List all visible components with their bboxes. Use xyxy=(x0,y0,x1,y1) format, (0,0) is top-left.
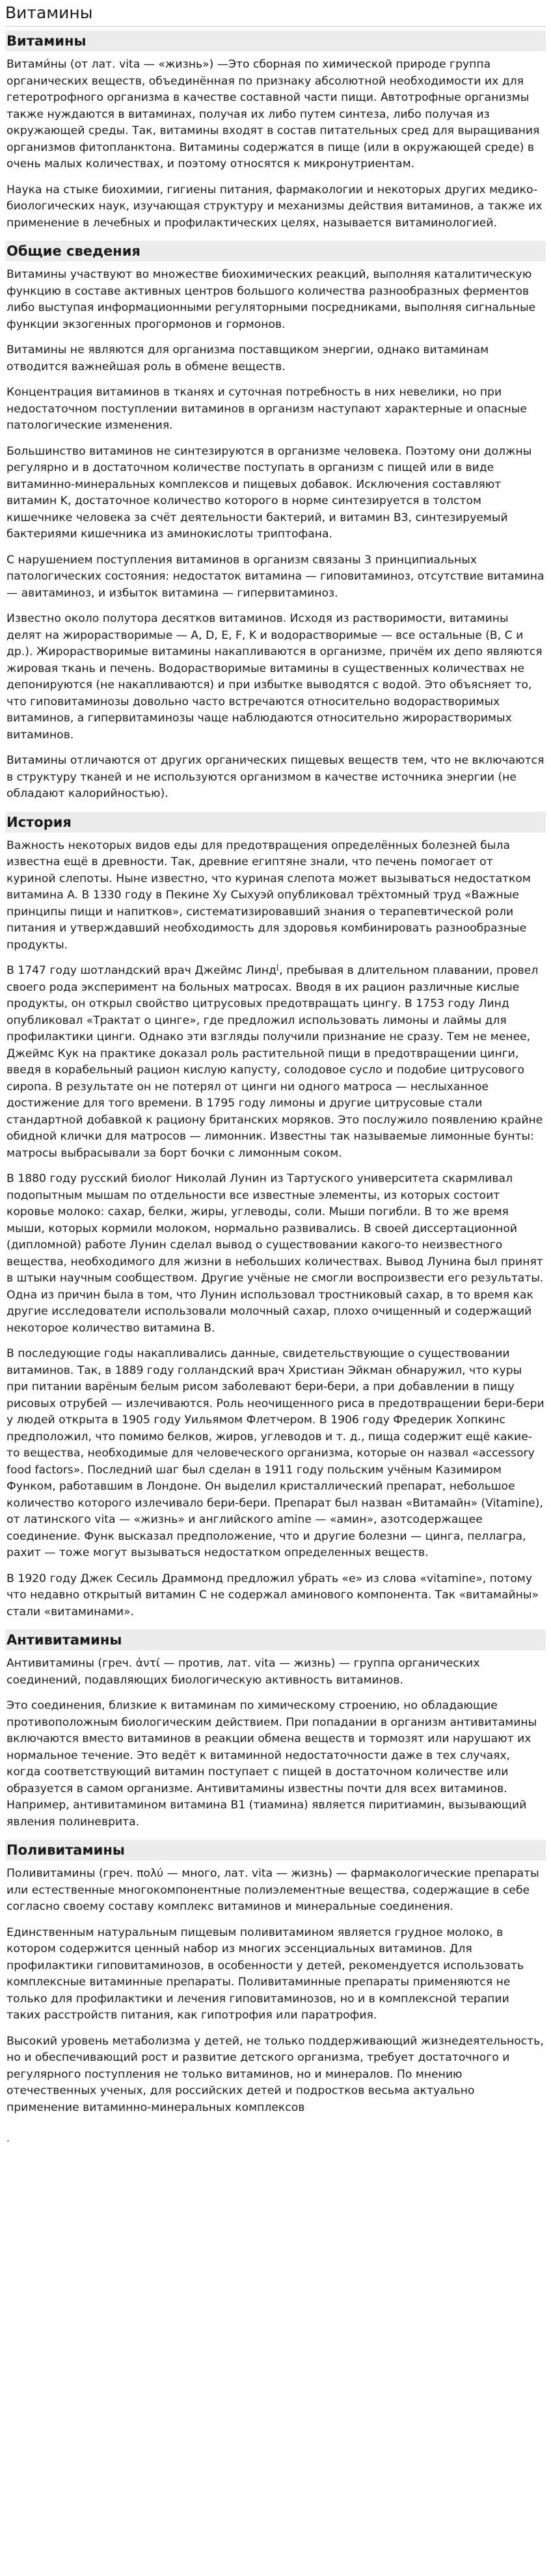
paragraph: Это соединения, близкие к витаминам по химическому строению, но обладающие противоположным биологическим действием. При попадании в организм антивитамины включаются вместо витаминов в реакции обмена веществ и тормозят или нарушают их нормальное течение. Это ведёт к витаминной недостаточности даже в тех случаях, когда соответствующий витамин поступает с пищей в достаточном количестве или образуется в самом организме. Антивитамины известны почти для всех витаминов. Например, антивитамином витамина B1 (тиамина) является пиритиамин, вызывающий явления полиневрита. xyxy=(7,1699,537,1829)
paragraph: Большинство витаминов не синтезируются в организме человека. Поэтому они должны регулярно и в достаточном количестве поступать в организм с пищей или в виде витаминно-минеральных комплексов и пищевых добавок. Исключения составляют витамин K, достаточное количество которого в норме синтезируется в толстом кишечнике человека за счёт деятельности бактерий, и витамин B3, синтезируемый бактериями кишечника из аминокислоты триптофана. xyxy=(7,444,532,541)
paragraph: В последующие годы накапливались данные, свидетельствующие о существовании витаминов. Так, в 1889 году голландский врач Христиан Эйкман обнаружил, что куры при питании варёным белым рисом заболевают бери-бери, а при добавлении в пищу рисовых отрубей — излечиваются. Роль неочищенного риса в предотвращении бери-бери у людей открыта в 1905 году Уильямом Флетчером. В 1906 году Фредерик Хопкинс предположил, что помимо белков, жиров, углеводов и т. д., пища содержит ещё какие-то вещества, необходимые для человеческого организма, которые он назвал «accessory food factors». Последний шаг был сделан в 1911 году польским учёным Казимиром Функом, работавшим в Лондоне. Он выделил кристаллический препарат, небольшое количество которого излечивало бери-бери. Препарат был назван «Витамайн» (Vitamine), от латинского vita — «жизнь» и английского amine — «амин», азотсодержащее соединение. Функ высказал предположение, что и другие болезни — цинга, пеллагра, рахит — тоже могут вызываться недостатком определенных веществ. xyxy=(7,1347,544,1559)
section-title: Витамины xyxy=(5,31,546,51)
article-body xyxy=(5,31,546,2116)
section-title: Антивитамины xyxy=(5,1630,546,1650)
paragraph: Концентрация витаминов в тканях и суточная потребность в них невелики, но при недостаточном поступлении витаминов в организм наступают характерные и опасные патологические изменения. xyxy=(7,386,527,432)
paragraph: Витамины участвуют во множестве биохимических реакций, выполняя каталитическую функцию в составе активных центров большого количества разнообразных ферментов либо выступая информационными регуляторными посредниками, выполняя сигнальные функции экзогенных прогормонов и гормонов. xyxy=(7,268,536,331)
paragraph: Витами́ны (от лат. vita — «жизнь») —Это сборная по химической природе группа органических веществ, объединённая по признаку абсолютной необходимости их для гетеротрофного организма в качестве составной части пищи. Автотрофные организмы также нуждаются в витаминах, получая их либо путем синтеза, либо получая из окружающей среды. Так, витамины входят в состав питательных сред для выращивания организмов фитопланктона. Витамины содержатся в пище (или в окружающей среде) в очень малых количествах, и поэтому относятся к микронутриентам. xyxy=(7,58,540,170)
paragraph: С нарушением поступления витаминов в организм связаны 3 принципиальных патологических состояния: недостаток витамина — гиповитаминоз, отсутствие витамина — авитаминоз, и избыток витамина — гипервитаминоз. xyxy=(7,553,544,600)
paragraph: Единственным натуральным пищевым поливитамином является грудное молоко, в котором содержится ценный набор из многих эссенциальных витаминов. Для профилактики гиповитаминозов, в особенности у детей, рекомендуется использовать комплексные витаминные препараты. Поливитаминные препараты применяются не только для профилактики и лечения гиповитаминозов, но и в комплексной терапии таких расстройств питания, как гипотрофия или паратрофия. xyxy=(7,1925,524,2022)
section-title: Поливитамины xyxy=(5,1840,546,1860)
page-title: Витамины xyxy=(5,3,546,27)
paragraph: Витамины отличаются от других органических пищевых веществ тем, что не включаются в структуру тканей и не используются организмом в качестве источника энергии (не обладают калорийностью). xyxy=(7,754,544,800)
paragraph: В 1880 году русский биолог Николай Лунин из Тартуского университета скармливал подопытным мышам по отдельности все известные элементы, из которых состоит коровье молоко: сахар, белки, жиры, углеводы, соли. Мыши погибли. В то же время мыши, которых кормили молоком, нормально развивались. В своей диссертационной (дипломной) работе Лунин сделал вывод о существовании какого-то неизвестного вещества, необходимого для жизни в небольших количествах. Вывод Лунина был принят в штыки научным сообществом. Другие учёные не смогли воспроизвести его результаты. Одна из причин была в том, что Лунин использовал тростниковый сахар, в то время как другие исследователи использовали молочный сахар, плохо очищенный и содержащий некоторое количество витамина B. xyxy=(7,1172,544,1335)
section-title: История xyxy=(5,812,546,833)
paragraph: Антивитамины (греч. ἀντί — против, лат. vita — жизнь) — группа органических соединений, подавляющих биологическую активность витаминов. xyxy=(7,1657,480,1687)
paragraph: Наука на стыке биохимии, гигиены питания, фармакологии и некоторых других медико-биологических наук, изучающая структуру и механизмы действия витаминов, а также их применение в лечебных и профилактических целях, называется витаминологией. xyxy=(7,183,543,230)
footnote-marker[interactable]: [ xyxy=(276,963,280,972)
paragraph: Важность некоторых видов еды для предотвращения определённых болезней была известна ещё в древности. Так, древние египтяне знали, что печень помогает от куриной слепоты. Ныне известно, что куриная слепота может вызываться недостатком витамина A. В 1330 году в Пекине Ху Сыхуэй опубликовал трёхтомный труд «Важные принципы пищи и напитков», систематизировавший знания о терапевтической роли питания и утверждавший необходимость для здоровья комбинировать разнообразные продукты. xyxy=(7,839,531,952)
paragraph: Высокий уровень метаболизма у детей, не только поддерживающий жизнедеятельность, но и обеспечивающий рост и развитие детского организма, требует достаточного и регулярного поступления не только витаминов, но и минералов. По мнению отечественных ученых, для российских детей и подростков весьма актуально применение витаминно-минеральных комплексов xyxy=(7,2034,544,2114)
paragraph: Известно около полутора десятков витаминов. Исходя из растворимости, витамины делят на жирорастворимые — A, D, E, F, K и водорастворимые — все остальные (B, C и др.). Жирорастворимые витамины накапливаются в организме, причём их депо являются жировая ткань и печень. Водорастворимые витамины в существенных количествах не депонируются (не накапливаются) и при избытке выводятся с водой. Это объясняет то, что гиповитаминозы довольно часто встречаются относительно водорастворимых витаминов, а гипервитаминозы чаще наблюдаются относительно жирорастворимых витаминов. xyxy=(7,612,543,742)
section-title: Общие сведения xyxy=(5,241,546,262)
paragraph: Поливитамины (греч. πολύ — много, лат. vita — жизнь) — фармакологические препараты или естественные многокомпонентные полиэлементные вещества, содержащие в себе согласно своему составу комплекс витаминов и минеральные соединения. xyxy=(7,1867,539,1913)
paragraph: В 1747 году шотландский врач Джеймс Линд[, пребывая в длительном плавании, провел своего рода эксперимент на больных матросах. Вводя в их рацион различные кислые продукты, он открыл свойство цитрусовых предотвращать цингу. В 1753 году Линд опубликовал «Трактат о цинге», где предложил использовать лимоны и лаймы для профилактики цинги. Однако эти взгляды получили признание не сразу. Тем не менее, Джеймс Кук на практике доказал роль растительной пищи в предотвращении цинги, введя в корабельный рацион кислую капусту, солодовое сусло и подобие цитрусового сиропа. В результате он не потерял от цинги ни одного матроса — неслыханное достижение для того времени. В 1795 году лимоны и другие цитрусовые стали стандартной добавкой к рациону британских моряков. Это послужило появлению крайне обидной клички для матросов — лимонник. Известны так называемые лимонные бунты: матросы выбрасывали за борт бочки с лимонным соком. xyxy=(7,963,543,1160)
paragraph: В 1920 году Джек Сесиль Драммонд предложил убрать «e» из слова «vitamine», потому что недавно открытый витамин C не содержал аминового компонента. Так «витамайны» стали «витаминами». xyxy=(7,1572,539,1618)
paragraph: Витамины не являются для организма поставщиком энергии, однако витаминам отводится важнейшая роль в обмене веществ. xyxy=(7,343,489,373)
trailing-mark: . xyxy=(7,2132,10,2144)
